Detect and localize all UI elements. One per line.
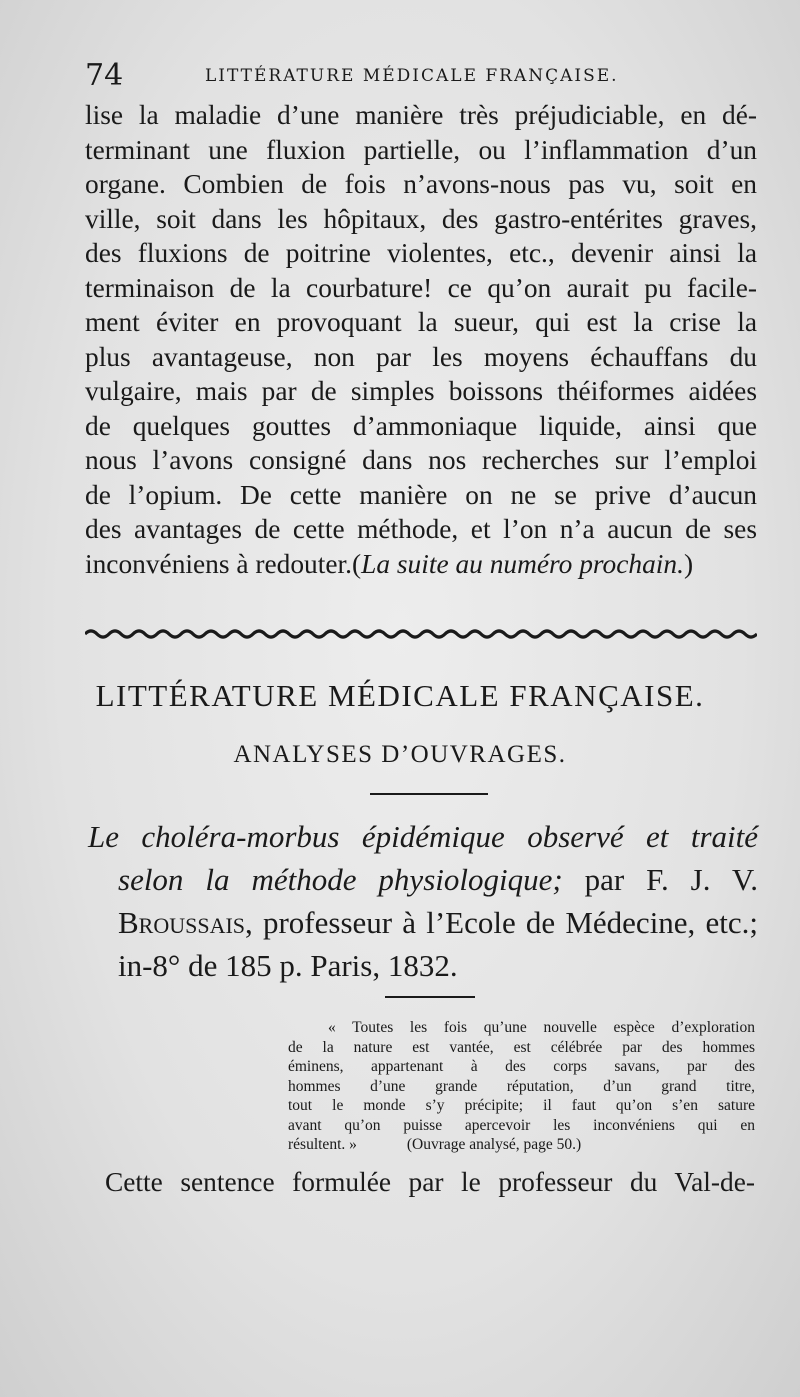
- text-line: ment éviter en provoquant la sueur, qui est la crise la: [85, 307, 757, 337]
- text-line: lise la maladie d’une manière très préjudiciable, en dé-: [85, 100, 757, 130]
- citation-by: par F. J. V.: [562, 862, 758, 897]
- quote-line: de la nature est vantée, est célébrée par des hommes: [288, 1038, 755, 1056]
- citation-publication: in-8° de 185 p. Paris, 1832.: [118, 948, 458, 983]
- citation-title-line: Le choléra-morbus épidémique observé et traité: [88, 819, 758, 854]
- quote-line-last: [288, 1135, 755, 1155]
- citation-line: [88, 858, 758, 901]
- paragraph-start-line: Cette sentence formulée par le professeur du Val-de-: [105, 1167, 755, 1197]
- quote-line: avant qu’on puisse apercevoir les inconvéniens qui en: [288, 1116, 755, 1134]
- quote-line: « Toutes les fois qu’une nouvelle espèce d’exploration: [328, 1019, 755, 1036]
- subsection-title: ANALYSES D’OUVRAGES.: [233, 741, 567, 768]
- citation-line: [88, 901, 758, 944]
- closing-paren: ): [683, 548, 694, 579]
- text-line: plus avantageuse, non par les moyens échauffans du: [85, 341, 757, 372]
- quote-end: résultent. »: [288, 1136, 357, 1153]
- page-header: [85, 58, 775, 98]
- text-line: nous l’avons consigné dans nos recherches sur l’emploi: [85, 445, 757, 475]
- text-line: de quelques gouttes d’ammoniaque liquide, ainsi que: [85, 410, 757, 441]
- text-line: des fluxions de poitrine violentes, etc., devenir ainsi la: [85, 238, 757, 268]
- text-line: ville, soit dans les hôpitaux, des gastro-entérites graves,: [85, 203, 757, 234]
- quote-line: éminens, appartenant à des corps savans, par des: [288, 1058, 755, 1075]
- citation-title-cont: selon la méthode physiologique;: [118, 862, 563, 897]
- book-citation: [88, 815, 758, 987]
- text-line-last: [85, 547, 757, 582]
- ornamental-rule: [85, 627, 757, 641]
- text-line: des avantages de cette méthode, et l’on n’a aucun de ses: [85, 514, 757, 544]
- page-number: 74: [85, 58, 124, 93]
- text-line: organe. Combien de fois n’avons-nous pas vu, soit en: [85, 169, 757, 199]
- text-line: terminaison de la courbature! ce qu’on aurait pu facile-: [85, 272, 757, 303]
- quote-line: hommes d’une grande réputation, d’un grand titre,: [288, 1077, 755, 1095]
- citation-author-title: , professeur à l’Ecole de Médecine, etc.;: [245, 905, 758, 940]
- citation-author: Broussais: [118, 905, 246, 940]
- last-line-text: inconvéniens à redouter.(: [85, 548, 362, 579]
- running-title: LITTÉRATURE MÉDICALE FRANÇAISE.: [205, 66, 619, 86]
- quote-source: (Ouvrage analysé, page 50.): [406, 1136, 582, 1153]
- body-paragraph: [85, 98, 757, 581]
- quote-line: tout le monde s’y précipite; il faut qu’on s’en sature: [288, 1097, 755, 1114]
- text-line: vulgaire, mais par de simples boissons théiformes aidées: [85, 376, 757, 406]
- title-rule: [370, 793, 488, 795]
- text-line: de l’opium. De cette manière on ne se prive d’aucun: [85, 479, 757, 510]
- text-line: terminant une fluxion partielle, ou l’inflammation d’un: [85, 134, 757, 165]
- section-title: LITTÉRATURE MÉDICALE FRANÇAISE.: [95, 678, 705, 713]
- continuation-note: La suite au numéro prochain.: [361, 548, 684, 579]
- citation-rule: [385, 996, 475, 998]
- epigraph-quote: [288, 1018, 755, 1155]
